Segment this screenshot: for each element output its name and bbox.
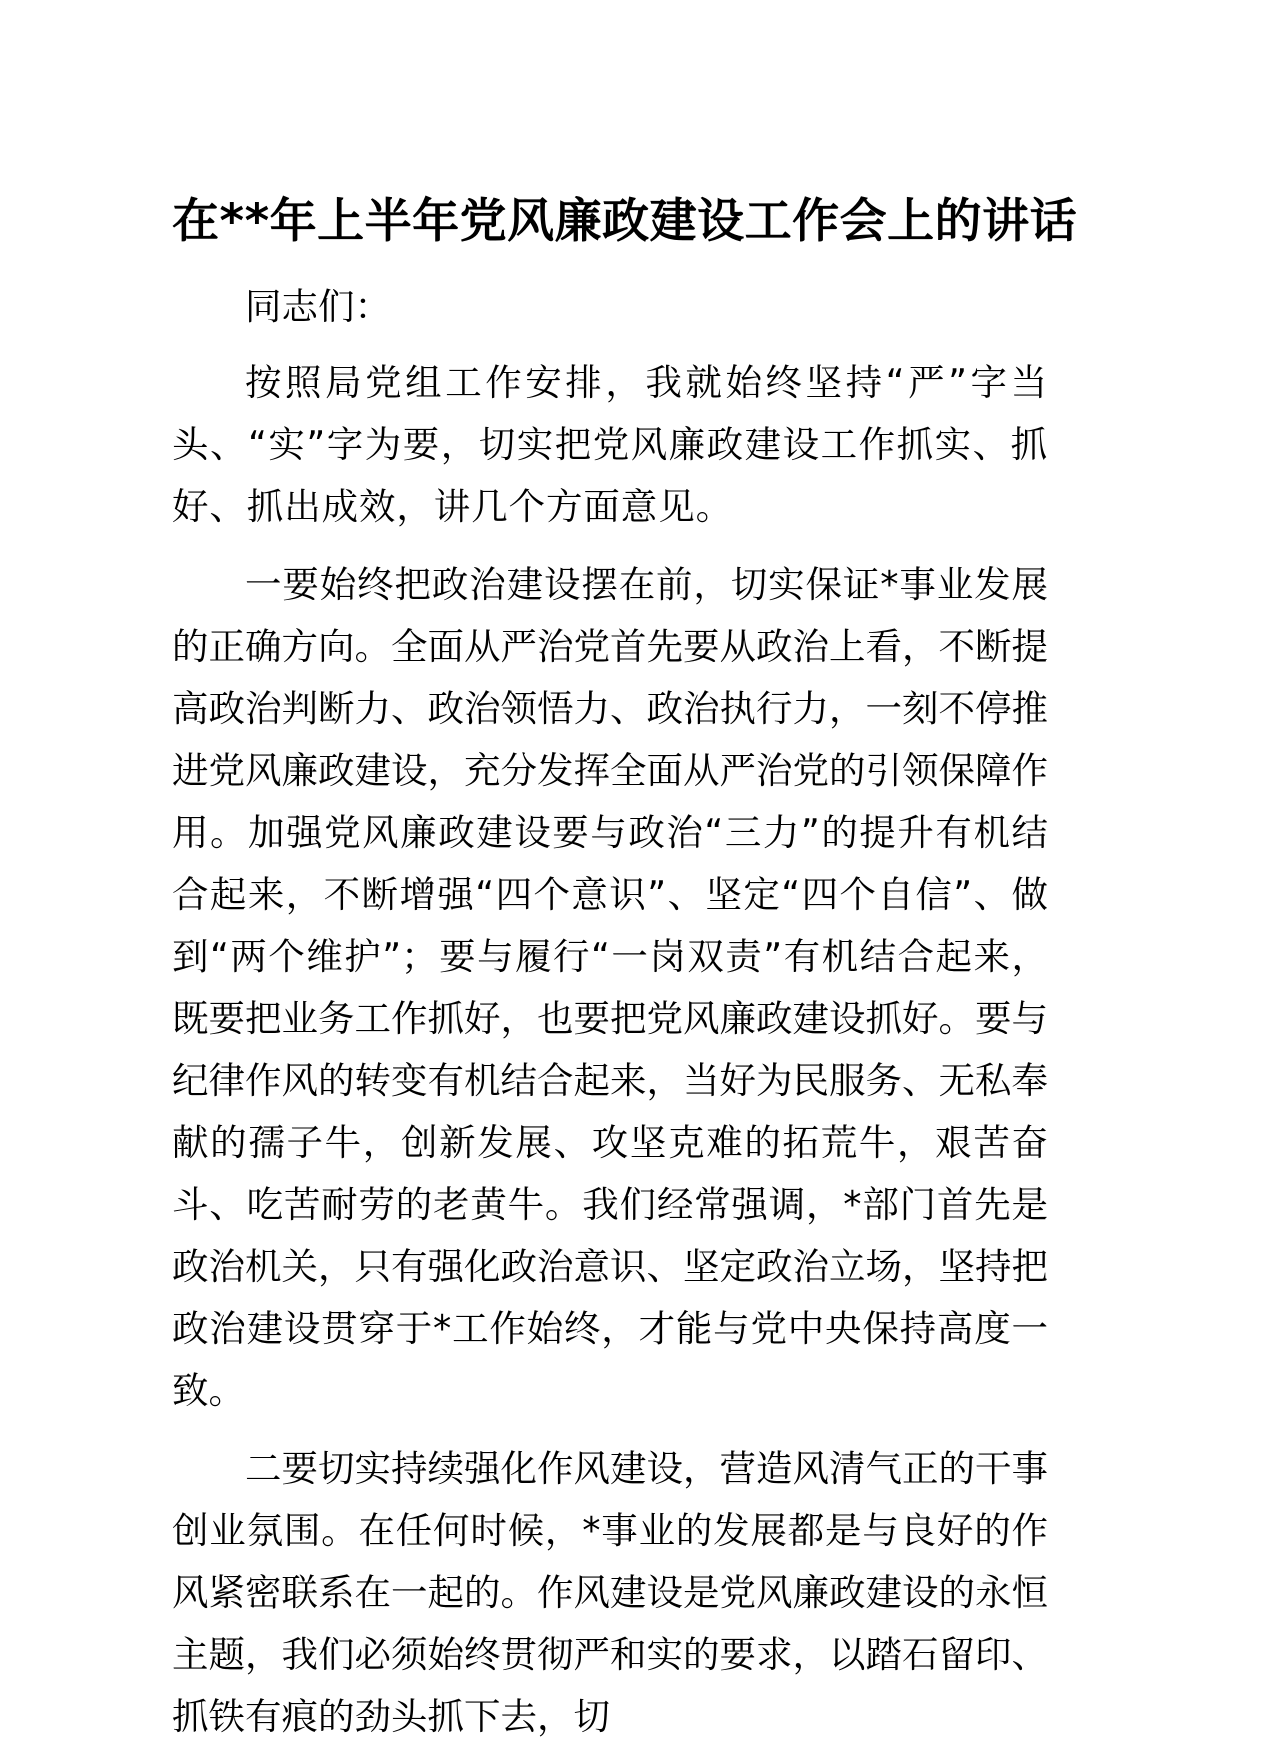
document-body (172, 186, 1078, 1748)
paragraph-point-two: 二要切实持续强化作风建设，营造风清气正的干事创业氛围。在任何时候，*事业的发展都是与良好的作风紧密联系在一起的。作风建设是党风廉政建设的永恒主题，我们必须始终贯彻严和实的要求，以踏石留印、抓铁有痕的劲头抓下去，切 (172, 1447, 1048, 1738)
page-title: 在**年上半年党风廉政建设工作会上的讲话 (172, 194, 1078, 249)
paragraph-point-one: 一要始终把政治建设摆在前，切实保证*事业发展的正确方向。全面从严治党首先要从政治上看，不断提高政治判断力、政治领悟力、政治执行力，一刻不停推进党风廉政建设，充分发挥全面从严治党的引领保障作用。加强党风廉政建设要与政治“三力”的提升有机结合起来，不断增强“四个意识”、坚定“四个自信”、做到“两个维护”；要与履行“一岗双责”有机结合起来，既要把业务工作抓好，也要把党风廉政建设抓好。要与纪律作风的转变有机结合起来，当好为民服务、无私奉献的孺子牛，创新发展、攻坚克难的拓荒牛，艰苦奋斗、吃苦耐劳的老黄牛。我们经常强调，*部门首先是政治机关，只有强化政治意识、坚定政治立场，坚持把政治建设贯穿于*工作始终，才能与党中央保持高度一致。 (172, 563, 1048, 1412)
paragraph-intro: 按照局党组工作安排，我就始终坚持“严”字当头、“实”字为要，切实把党风廉政建设工作抓实、抓好、抓出成效，讲几个方面意见。 (172, 361, 1048, 528)
paragraph-salutation: 同志们： (245, 285, 391, 328)
